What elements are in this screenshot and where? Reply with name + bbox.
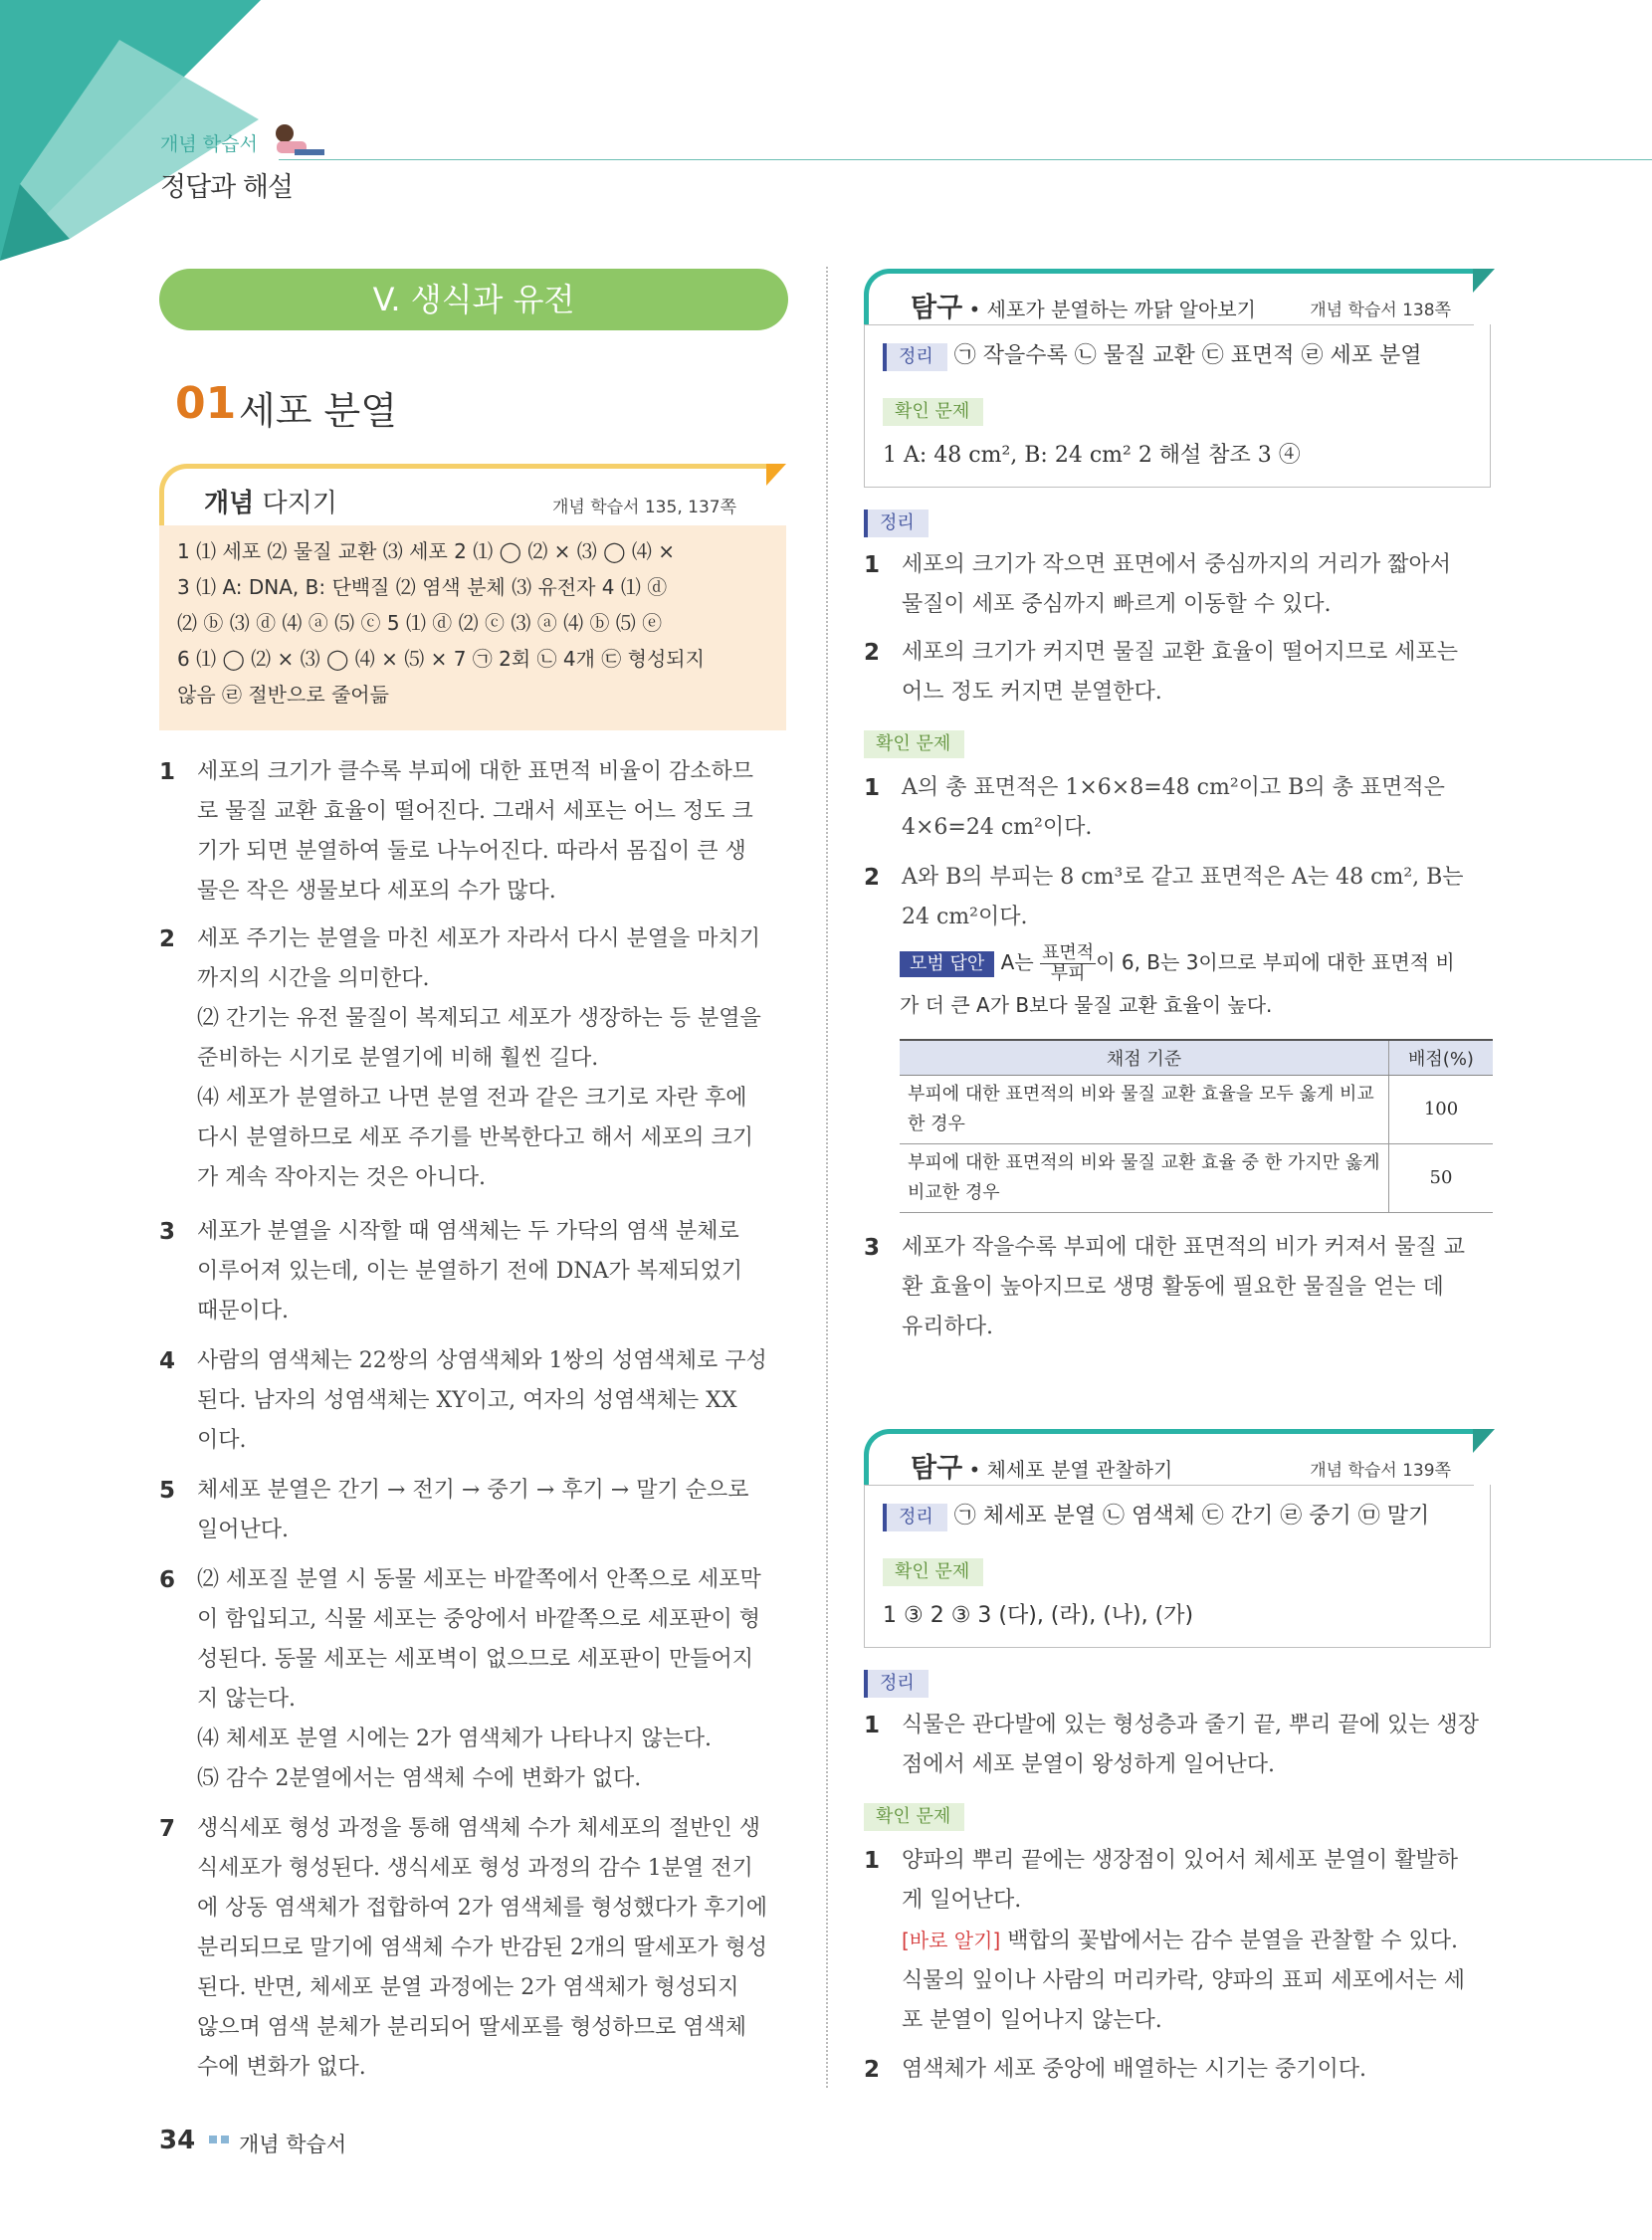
check-tag: 확인 문제 — [883, 1558, 983, 1586]
section-title: 세포 분열 — [239, 389, 397, 433]
summary-answers: ㉠ 작을수록 ㉡ 물질 교환 ㉢ 표면적 ㉣ 세포 분열 — [953, 343, 1422, 368]
concept-box — [159, 464, 786, 730]
unit-title: V. 생식과 유전 — [159, 269, 788, 330]
table-header: 배점(%) — [1389, 1040, 1494, 1076]
footer-label: 개념 학습서 — [239, 2133, 347, 2156]
header-rule — [279, 159, 1652, 160]
footer-bullet — [221, 2136, 229, 2143]
concept-line: 6 ⑴ ◯ ⑵ × ⑶ ◯ ⑷ × ⑸ × 7 ㉠ 2회 ㉡ 4개 ㉢ 형성되지 — [177, 647, 705, 671]
concept-answers — [159, 525, 786, 730]
footer-bullet — [209, 2136, 217, 2143]
concept-tab — [159, 464, 766, 525]
check-item-1: 1 양파의 뿌리 끝에는 생장점이 있어서 체세포 분열이 활발하 게 일어난다. [바로 알기] 백합의 꽃밥에서는 감수 분열을 관찰할 수 있다. 식물의 잎이나 사람의 머리카락, 양파의 표피 세포에서는 세 포 분열이 일어나지 않는다. — [864, 1848, 1465, 2033]
summary-item-1: 1 식물은 관다발에 있는 형성층과 줄기 끝, 뿌리 끝에 있는 생장 점에서 세포 분열이 왕성하게 일어난다. — [864, 1713, 1479, 1777]
exploration-box-2 — [864, 1429, 1491, 1648]
concept-line: 1 ⑴ 세포 ⑵ 물질 교환 ⑶ 세포 2 ⑴ ◯ ⑵ × ⑶ ◯ ⑷ × — [177, 539, 676, 563]
table-row: 부피에 대한 표면적의 비와 물질 교환 효율 중 한 가지만 옳게 비교한 경우 50 — [900, 1144, 1493, 1213]
check-item-2: 2 A와 B의 부피는 8 cm³로 같고 표면적은 A는 48 cm², B는 24 cm²이다. — [864, 865, 1464, 929]
exploration-box-1 — [864, 269, 1491, 488]
section-number: 01 — [175, 378, 237, 429]
concept-line: ⑵ ⓑ ⑶ ⓓ ⑷ ⓐ ⑸ ⓒ 5 ⑴ ⓓ ⑵ ⓒ ⑶ ⓐ ⑷ ⓑ ⑸ ⓔ — [177, 611, 663, 635]
check-item-3: 3 세포가 작을수록 부피에 대한 표면적의 비가 커져서 물질 교 환 효율이 높아지므로 생명 활동에 필요한 물질을 얻는 데 유리하다. — [864, 1235, 1465, 1339]
check-item-1: 1 A의 총 표면적은 1×6×8=48 cm²이고 B의 총 표면적은 4×6=24 cm²이다. — [864, 775, 1445, 840]
summary-tag: 정리 — [864, 509, 929, 537]
concept-line: 3 ⑴ A: DNA, B: 단백질 ⑵ 염색 분체 ⑶ 유전자 4 ⑴ ⓓ — [177, 575, 668, 599]
answer-item-4: 4 사람의 염색체는 22쌍의 상염색체와 1쌍의 성염색체로 구성 된다. 남자의 성염색체는 XY이고, 여자의 성염색체는 XX 이다. — [159, 1348, 767, 1453]
exploration-body — [864, 1485, 1491, 1648]
student-illustration — [267, 121, 326, 161]
answer-item-6: 6 ⑵ 세포질 분열 시 동물 세포는 바깥쪽에서 안쪽으로 세포막 이 함입되고, 식물 세포는 중앙에서 바깥쪽으로 세포판이 형 성된다. 동물 세포는 세포벽이 없으므로 세포판이 만들어지 지 않는다. ⑷ 체세포 분열 시에는 2가 염색체가 나타나지 않는다. ⑸ 감수 2분열에서는 염색체 수에 변화가 없다. — [159, 1567, 761, 1791]
summary-tag: 정리 — [883, 343, 947, 371]
header-answer-label: 정답과 해설 — [160, 172, 293, 203]
exploration-ref: 개념 학습서 139쪽 — [1310, 1461, 1451, 1481]
exploration-title: 탐구 • 체세포 분열 관찰하기 — [911, 1453, 1173, 1484]
exploration-tab — [864, 1429, 1473, 1485]
table-header: 채점 기준 — [900, 1040, 1389, 1076]
check-tag: 확인 문제 — [864, 730, 964, 758]
concept-line: 않음 ㉣ 절반으로 줄어듦 — [177, 683, 389, 707]
exploration-tab — [864, 269, 1473, 324]
summary-item-2: 2 세포의 크기가 커지면 물질 교환 효율이 떨어지므로 세포는 어느 정도 커지면 분열한다. — [864, 640, 1459, 705]
check-tag: 확인 문제 — [883, 398, 983, 426]
correction-label: [바로 알기] — [902, 1929, 1001, 1952]
answer-item-5: 5 체세포 분열은 간기 → 전기 → 중기 → 후기 → 말기 순으로 일어난다. — [159, 1478, 749, 1542]
answer-item-2: 2 세포 주기는 분열을 마친 세포가 자라서 다시 분열을 마치기 까지의 시간을 의미한다. ⑵ 간기는 유전 물질이 복제되고 세포가 생장하는 등 분열을 준비하는 시기로 분열기에 비해 훨씬 길다. ⑷ 세포가 분열하고 나면 분열 전과 같은 크기로 자란 후에 다시 분열하므로 세포 주기를 반복한다고 해서 세포의 크기 가 계속 작아지는 것은 아니다. — [159, 926, 761, 1190]
exploration-body — [864, 324, 1491, 488]
model-answer-line2: 가 더 큰 A가 B보다 물질 교환 효율이 높다. — [900, 993, 1273, 1017]
exploration-ref: 개념 학습서 138쪽 — [1310, 301, 1451, 320]
summary-answers: ㉠ 체세포 분열 ㉡ 염색체 ㉢ 간기 ㉣ 중기 ㉤ 말기 — [953, 1504, 1430, 1528]
concept-ref: 개념 학습서 135, 137쪽 — [551, 498, 736, 517]
check-answers: 1 A: 48 cm², B: 24 cm² 2 해설 참조 3 ④ — [883, 443, 1301, 468]
model-answer: 모범 답안 A는 $\frac{\text{표면적}}{\text{부피}}$ 이 6, B는 3이므로 부피에 대한 표면적 비 — [900, 943, 1455, 984]
table-row: 부피에 대한 표면적의 비와 물질 교환 효율을 모두 옳게 비교한 경우 100 — [900, 1076, 1493, 1144]
exploration-title: 탐구 • 세포가 분열하는 까닭 알아보기 — [911, 293, 1256, 323]
answer-item-3: 3 세포가 분열을 시작할 때 염색체는 두 가닥의 염색 분체로 이루어져 있는데, 이는 분열하기 전에 DNA가 복제되었기 때문이다. — [159, 1219, 743, 1324]
scoring-table — [900, 1039, 1493, 1213]
page-number: 34 — [159, 2126, 196, 2155]
summary-tag: 정리 — [864, 1670, 929, 1698]
model-answer-tag: 모범 답안 — [900, 951, 994, 977]
answer-item-7: 7 생식세포 형성 과정을 통해 염색체 수가 체세포의 절반인 생 식세포가 형성된다. 생식세포 형성 과정의 감수 1분열 전기 에 상동 염색체가 접합하여 2가 염색체를 형성했다가 후기에 분리되므로 말기에 염색체 수가 반감된 2개의 딸세포가 형성 된다. 반면, 체세포 분열 과정에는 2가 염색체가 형성되지 않으며 염색 분체가 분리되어 딸세포를 형성하므로 염색체 수에 변화가 없다. — [159, 1816, 767, 2080]
column-divider — [826, 267, 828, 2088]
check-tag: 확인 문제 — [864, 1803, 964, 1831]
header-book-label: 개념 학습서 — [160, 133, 258, 155]
fraction: $\frac{\text{표면적}}{\text{부피}}$ — [1042, 942, 1095, 984]
concept-label: 개념 다지기 — [204, 489, 337, 518]
check-item-2: 2 염색체가 세포 중앙에 배열하는 시기는 중기이다. — [864, 2057, 1367, 2083]
summary-tag: 정리 — [883, 1504, 947, 1531]
check-answers: 1 ③ 2 ③ 3 (다), (라), (나), (가) — [883, 1603, 1194, 1628]
answer-item-1: 1 세포의 크기가 클수록 부피에 대한 표면적 비율이 감소하므 로 물질 교환 효율이 떨어진다. 그래서 세포는 어느 정도 크 기가 되면 분열하여 둘로 나누어진다. 따라서 몸집이 큰 생 물은 작은 생물보다 세포의 수가 많다. — [159, 759, 754, 904]
summary-item-1: 1 세포의 크기가 작으면 표면에서 중심까지의 거리가 짧아서 물질이 세포 중심까지 빠르게 이동할 수 있다. — [864, 552, 1452, 617]
